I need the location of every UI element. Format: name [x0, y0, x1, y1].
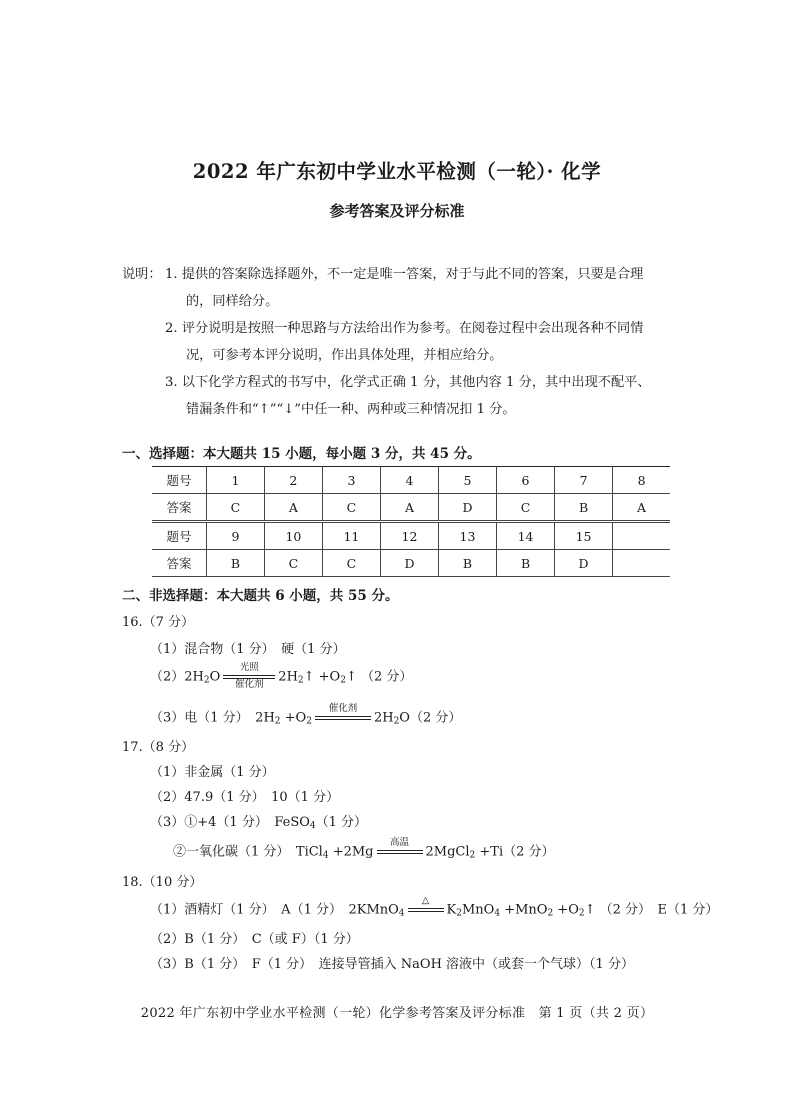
q18-heading: 18.（10 分） [122, 875, 203, 890]
table-cell: 题号 [152, 467, 207, 494]
table-cell: D [555, 550, 613, 577]
document-subtitle: 参考答案及评分标准 [329, 202, 465, 220]
table-cell: 11 [322, 522, 380, 550]
q18-answer-1-prefix: （1）酒精灯（1 分） A（1 分） 2KMnO [150, 902, 399, 918]
table-cell: 3 [322, 467, 380, 494]
q16-answer-3-prefix: （3）电（1 分） 2H [150, 710, 275, 726]
notes-lead: 说明： [122, 267, 162, 282]
table-cell: B [438, 550, 496, 577]
note-3-line-1: 3. 以下化学方程式的书写中，化学式正确 1 分，其他内容 1 分，其中出现不配平、 [165, 375, 651, 390]
table-cell: A [613, 494, 670, 522]
q16-answer-2-score: （2 分） [360, 669, 413, 685]
table-cell: 5 [438, 467, 496, 494]
table-cell: 答案 [152, 550, 207, 577]
q18-answer-3: （3）B（1 分） F（1 分） 连接导管插入 NaOH 溶液中（或套一个气球）（1 分） [150, 957, 634, 972]
table-cell: 9 [207, 522, 265, 550]
table-cell: 1 [207, 467, 265, 494]
q18-answer-1-score: （2 分） E（1 分） [599, 902, 719, 918]
q16-answer-3-score: （2 分） [409, 710, 462, 726]
note-1-line-1: 1. 提供的答案除选择题外，不一定是唯一答案，对于与此不同的答案，只要是合理 [165, 267, 644, 282]
q18-answer-1: （1）酒精灯（1 分） A（1 分） 2KMnO$_4$ △ $K_2MnO_4 +MnO_2$ $+O_2↑$ （2 分） E（1 分） [150, 896, 718, 924]
table-cell: B [207, 550, 265, 577]
table-cell: 8 [613, 467, 670, 494]
reaction-condition: 高温 [375, 838, 425, 866]
q17-heading: 17.（8 分） [122, 740, 195, 755]
table-cell: D [380, 550, 438, 577]
answer-table [152, 466, 670, 577]
table-row [152, 494, 670, 522]
table-cell: C [207, 494, 265, 522]
table-cell [613, 522, 670, 550]
table-cell: 2 [264, 467, 322, 494]
table-cell: 10 [264, 522, 322, 550]
table-row [152, 550, 670, 577]
q17-answer-3-score: （1 分） [315, 815, 368, 830]
table-cell: 题号 [152, 522, 207, 550]
table-cell: 12 [380, 522, 438, 550]
q17-answer-4: ②一氧化碳（1 分） TiCl$_4$ +2Mg 高温 2MgCl$_2$ +Ti（2 分） [173, 838, 555, 866]
document-title: 2022 年广东初中学业水平检测（一轮）· 化学 [192, 160, 602, 183]
table-cell: A [264, 494, 322, 522]
table-cell: D [438, 494, 496, 522]
reaction-condition: 光照 催化剂 [221, 663, 277, 691]
q16-answer-1: （1）混合物（1 分） 硬（1 分） [150, 642, 346, 657]
reaction-condition: △ [406, 896, 446, 924]
table-cell: C [497, 494, 555, 522]
table-cell: B [497, 550, 555, 577]
section-1-heading: 一、选择题：本大题共 15 小题，每小题 3 分，共 45 分。 [122, 446, 481, 462]
q16-heading: 16.（7 分） [122, 615, 195, 630]
q17-answer-4-score: （2 分） [503, 844, 555, 860]
q16-answer-3: （3）电（1 分） $2H_2 +O_2$ 催化剂 $2H_2O(2$ 分） [150, 704, 461, 732]
note-3-line-2: 错漏条件和“↑”“↓”中任一种、两种或三种情况扣 1 分。 [186, 402, 516, 417]
table-cell: 14 [497, 522, 555, 550]
q17-answer-2: （2）47.9（1 分） 10（1 分） [150, 790, 340, 805]
table-cell: 15 [555, 522, 613, 550]
q17-answer-1: （1）非金属（1 分） [150, 765, 275, 780]
page-footer: 2022 年广东初中学业水平检测（一轮）化学参考答案及评分标准 第 1 页（共 2 页） [140, 1006, 654, 1021]
table-cell: C [322, 494, 380, 522]
q17-answer-4-prefix: ②一氧化碳（1 分） TiCl [173, 844, 323, 860]
table-cell: 答案 [152, 494, 207, 522]
q18-answer-2: （2）B（1 分） C（或 F）（1 分） [150, 932, 359, 947]
table-cell: C [322, 550, 380, 577]
q17-answer-3-prefix: （3）①+4（1 分） FeSO [150, 815, 310, 830]
table-row [152, 522, 670, 550]
table-cell: C [264, 550, 322, 577]
section-2-heading: 二、非选择题：本大题共 6 小题，共 55 分。 [122, 588, 399, 604]
table-cell [613, 550, 670, 577]
table-cell: 7 [555, 467, 613, 494]
q16-answer-2-prefix: （2）2H [150, 669, 204, 685]
table-cell: A [380, 494, 438, 522]
note-2-line-2: 况，可参考本评分说明，作出具体处理，并相应给分。 [186, 348, 503, 363]
table-cell: B [555, 494, 613, 522]
reaction-condition: 催化剂 [313, 704, 373, 732]
table-cell: 6 [497, 467, 555, 494]
table-cell: 13 [438, 522, 496, 550]
note-2-line-1: 2. 评分说明是按照一种思路与方法给出作为参考。在阅卷过程中会出现各种不同情 [165, 321, 644, 336]
table-row [152, 467, 670, 494]
table-cell: 4 [380, 467, 438, 494]
q17-answer-3: （3）①+4（1 分） FeSO$_4$（1 分） [150, 815, 368, 831]
q16-answer-2: $(2)2H_2O$ 光照 催化剂 $2H_2↑$ $+O_2↑$ （2 分） [150, 662, 413, 690]
note-1-line-2: 的，同样给分。 [186, 294, 279, 309]
